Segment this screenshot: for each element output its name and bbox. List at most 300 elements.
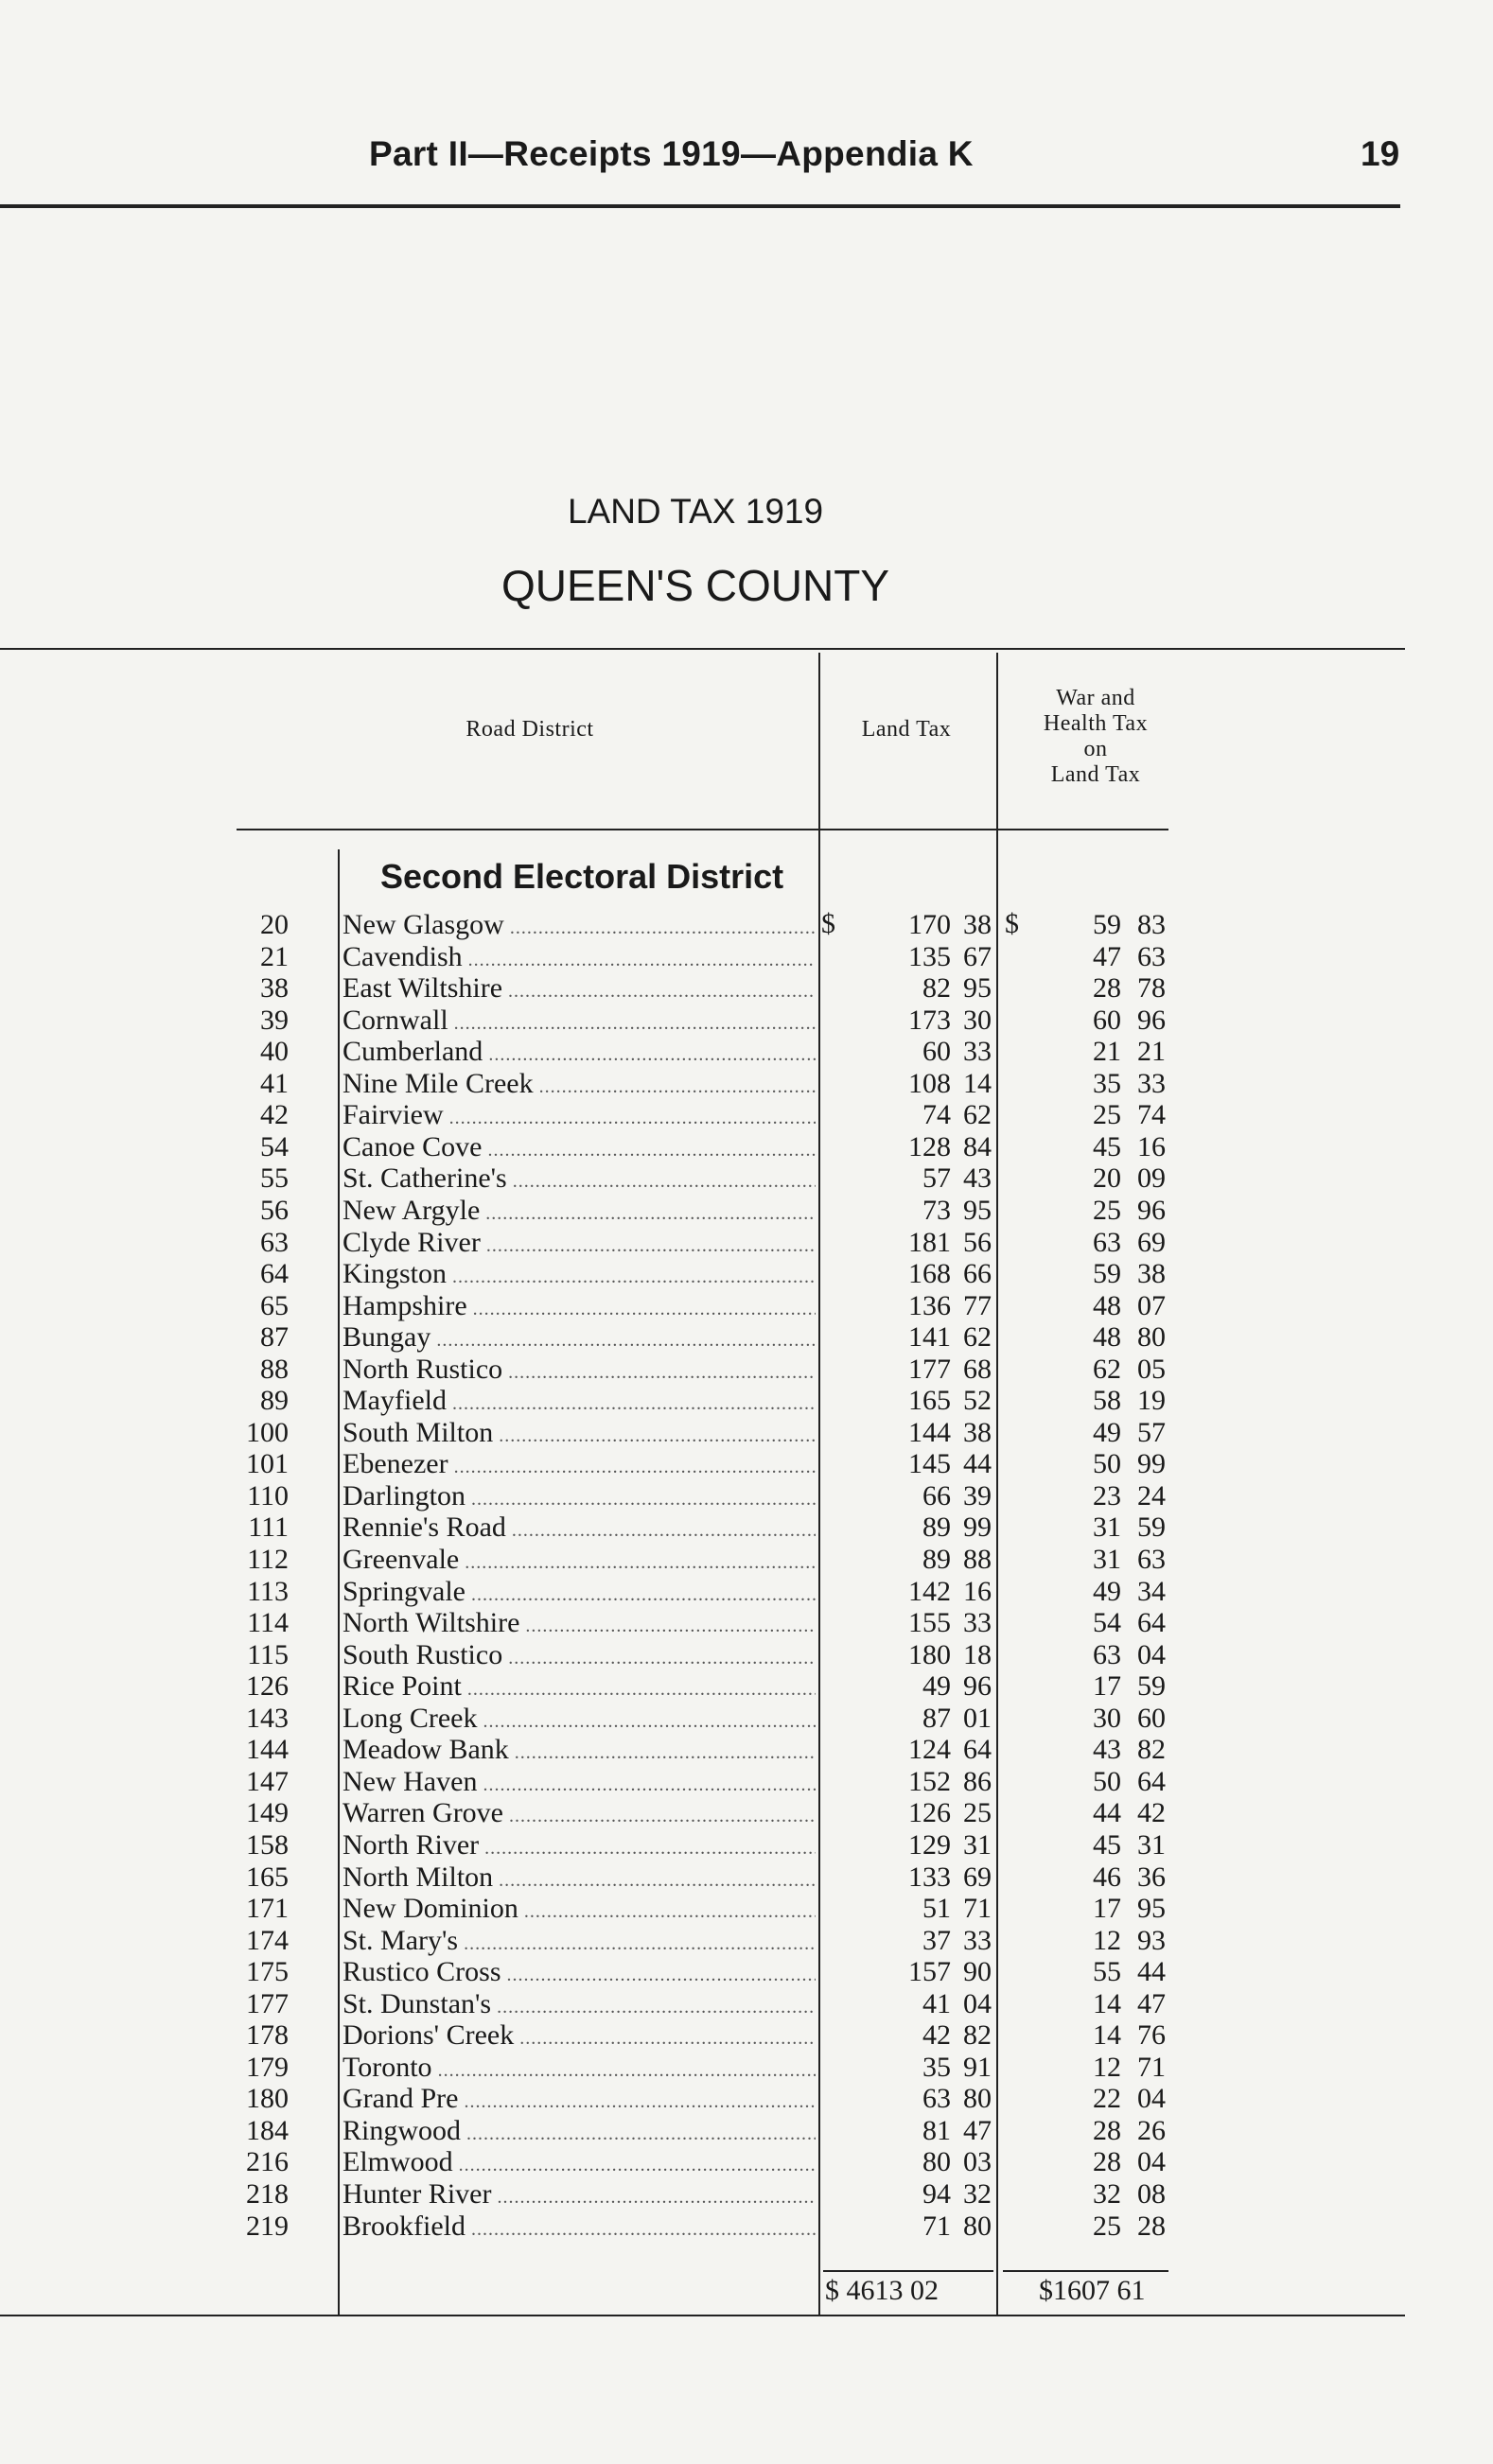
road-district-name: North Wiltshire ..... [343,1607,816,1643]
war-tax-dollars: 55 [1093,1956,1121,1988]
war-tax-cents: 78 [1137,972,1166,1005]
land-tax-cents: 01 [963,1702,992,1734]
land-tax-dollars: 145 [908,1448,951,1480]
land-tax-dollars: 136 [908,1289,951,1321]
table-row [0,1131,1493,1163]
table-row [0,1925,1493,1957]
table-row [0,1385,1493,1417]
land-tax-cents: 47 [963,2114,992,2146]
road-district-name: New Argyle ..... [343,1195,816,1231]
land-tax-dollars: 89 [922,1544,951,1575]
land-tax-cents: 77 [963,1289,992,1321]
war-tax-dollars: 59 [1093,909,1121,940]
war-tax-cents: 96 [1137,1194,1166,1226]
land-tax-cents: 68 [963,1353,992,1385]
war-tax-cents: 99 [1137,1448,1166,1480]
table-row [0,1893,1493,1925]
table-row [0,1005,1493,1037]
total-war-tax: $1607 61 [1039,2275,1146,2306]
war-tax-cents: 19 [1137,1385,1166,1417]
road-district-number: 144 [246,1734,289,1766]
road-district-name: South Milton ..... [343,1417,816,1453]
war-tax-dollars: 47 [1093,940,1121,972]
war-tax-dollars: 25 [1093,2210,1121,2242]
war-tax-cents: 36 [1137,1861,1166,1893]
road-district-name: East Wiltshire ..... [343,972,816,1008]
road-district-number: 174 [246,1924,289,1956]
road-district-name: North River ..... [343,1829,816,1865]
road-district-name: Springvale ..... [343,1576,816,1612]
table-row [0,2211,1493,2243]
war-tax-dollars: 17 [1093,1670,1121,1703]
war-tax-cents: 04 [1137,1638,1166,1670]
table-row [0,2115,1493,2147]
war-tax-dollars: 43 [1093,1734,1121,1766]
road-district-number: 42 [260,1099,289,1131]
land-tax-dollars: 66 [922,1479,951,1512]
war-tax-dollars: 54 [1093,1607,1121,1639]
war-tax-cents: 83 [1137,909,1166,940]
land-tax-dollars: 165 [908,1385,951,1417]
land-tax-cents: 69 [963,1861,992,1893]
land-tax-cents: 80 [963,2210,992,2242]
war-tax-cents: 93 [1137,1924,1166,1956]
land-tax-cents: 04 [963,1987,992,2019]
road-district-name: Clyde River ..... [343,1227,816,1263]
road-district-number: 64 [260,1258,289,1290]
war-tax-cents: 63 [1137,940,1166,972]
table-row [0,1766,1493,1798]
road-district-name: Mayfield ..... [343,1385,816,1421]
road-district-name: Fairview ..... [343,1099,816,1135]
road-district-name: Greenvale ..... [343,1544,816,1580]
table-row [0,1417,1493,1449]
war-tax-cents: 26 [1137,2114,1166,2146]
land-tax-cents: 32 [963,2178,992,2210]
war-tax-dollars: 62 [1093,1353,1121,1385]
land-tax-dollars: 142 [908,1575,951,1607]
road-district-name: Darlington ..... [343,1480,816,1516]
war-tax-dollars: 28 [1093,2114,1121,2146]
war-tax-cents: 33 [1137,1067,1166,1099]
war-tax-dollars: 48 [1093,1289,1121,1321]
road-district-number: 101 [246,1448,289,1480]
war-tax-line-2: Health Tax [1043,711,1149,736]
war-tax-cents: 64 [1137,1607,1166,1639]
war-tax-cents: 59 [1137,1670,1166,1703]
road-district-name: Cumberland ..... [343,1036,816,1072]
table-row [0,2083,1493,2115]
land-tax-dollars: 126 [908,1797,951,1829]
war-tax-dollars: 46 [1093,1861,1121,1893]
land-tax-cents: 03 [963,2146,992,2178]
table-row [0,1258,1493,1290]
road-district-name: Elmwood ..... [343,2146,816,2182]
land-tax-dollars: 35 [922,2051,951,2083]
land-tax-dollars: 81 [922,2114,951,2146]
road-district-number: 143 [246,1702,289,1734]
war-tax-dollars: 14 [1093,2019,1121,2052]
war-tax-dollars: 45 [1093,1828,1121,1861]
land-tax-cents: 18 [963,1638,992,1670]
table-row [0,1607,1493,1639]
war-tax-cents: 60 [1137,1702,1166,1734]
land-tax-cents: 25 [963,1797,992,1829]
land-tax-cents: 62 [963,1321,992,1354]
table-row [0,1195,1493,1227]
land-tax-dollars: 177 [908,1353,951,1385]
col-header-road-district: Road District [465,717,594,742]
road-district-number: 177 [246,1987,289,2019]
land-tax-cents: 33 [963,1924,992,1956]
war-tax-dollars: 63 [1093,1226,1121,1258]
table-row [0,909,1493,941]
war-tax-dollars: 12 [1093,2051,1121,2083]
road-district-number: 158 [246,1828,289,1861]
table-top-rule [0,648,1405,650]
table-row [0,1321,1493,1354]
war-tax-dollars: 45 [1093,1130,1121,1162]
land-tax-dollars: 89 [922,1512,951,1544]
road-district-name: Kingston ..... [343,1258,816,1294]
road-district-name: Grand Pre ..... [343,2083,816,2119]
war-tax-cents: 09 [1137,1162,1166,1195]
land-tax-dollars: 108 [908,1067,951,1099]
road-district-number: 39 [260,1004,289,1036]
road-district-name: New Glasgow ..... [343,909,816,945]
table-row [0,1544,1493,1576]
war-tax-cents: 63 [1137,1544,1166,1575]
road-district-name: Warren Grove ..... [343,1797,816,1833]
table-row [0,1448,1493,1480]
table-row [0,1829,1493,1861]
road-district-number: 147 [246,1765,289,1797]
land-tax-dollars: 141 [908,1321,951,1354]
road-district-number: 38 [260,972,289,1005]
road-district-name: Bungay ..... [343,1321,816,1357]
road-district-name: Ebenezer ..... [343,1448,816,1484]
table-row [0,1797,1493,1829]
land-tax-cents: 90 [963,1956,992,1988]
war-tax-line-4: Land Tax [1050,762,1141,787]
war-tax-dollars: 17 [1093,1893,1121,1925]
road-district-number: 126 [246,1670,289,1703]
war-tax-dollars: 48 [1093,1321,1121,1354]
land-tax-dollars: 94 [922,2178,951,2210]
land-tax-dollars: 80 [922,2146,951,2178]
land-tax-dollars: 170 [908,909,951,940]
road-district-number: 115 [247,1638,289,1670]
land-tax-cents: 80 [963,2083,992,2115]
war-tax-cents: 47 [1137,1987,1166,2019]
road-district-name: South Rustico ..... [343,1639,816,1675]
header-rule [0,204,1400,208]
road-district-name: Hampshire ..... [343,1290,816,1326]
road-district-name: Hunter River ..... [343,2178,816,2214]
road-district-number: 149 [246,1797,289,1829]
war-tax-cents: 08 [1137,2178,1166,2210]
land-tax-dollars: 74 [922,1099,951,1131]
road-district-number: 65 [260,1289,289,1321]
war-tax-line-3: on [1083,737,1108,761]
land-tax-dollars: 51 [922,1893,951,1925]
road-district-number: 89 [260,1385,289,1417]
war-tax-dollars: 35 [1093,1067,1121,1099]
road-district-number: 114 [247,1607,289,1639]
war-tax-dollars: 23 [1093,1479,1121,1512]
road-district-number: 113 [247,1575,289,1607]
war-tax-dollars: 12 [1093,1924,1121,1956]
road-district-number: 165 [246,1861,289,1893]
land-tax-cents: 38 [963,1416,992,1448]
war-tax-cents: 95 [1137,1893,1166,1925]
running-head: Part II—Receipts 1919—Appendia K [369,134,974,173]
road-district-number: 179 [246,2051,289,2083]
war-tax-dollars: 31 [1093,1544,1121,1575]
table-row [0,1162,1493,1195]
road-district-name: St. Dunstan's ..... [343,1988,816,2024]
road-district-number: 111 [248,1512,289,1544]
land-tax-cents: 30 [963,1004,992,1036]
war-tax-dollars: 21 [1093,1036,1121,1068]
table-row [0,2019,1493,2052]
road-district-name: Brookfield ..... [343,2211,816,2246]
table-title: LAND TAX 1919 [567,492,824,531]
land-tax-dollars: 73 [922,1194,951,1226]
war-tax-cents: 59 [1137,1512,1166,1544]
war-tax-dollars: 28 [1093,972,1121,1005]
land-tax-dollars: 129 [908,1828,951,1861]
table-row [0,941,1493,973]
land-tax-dollars: 168 [908,1258,951,1290]
table-row [0,972,1493,1005]
war-tax-cents: 04 [1137,2083,1166,2115]
war-tax-dollars: 49 [1093,1416,1121,1448]
header-bottom-rule [237,829,1168,830]
road-district-name: New Dominion ..... [343,1893,816,1929]
land-tax-cents: 96 [963,1670,992,1703]
road-district-number: 55 [260,1162,289,1195]
road-district-name: Nine Mile Creek ..... [343,1068,816,1104]
war-tax-cents: 69 [1137,1226,1166,1258]
road-district-number: 54 [260,1130,289,1162]
war-tax-dollars: 49 [1093,1575,1121,1607]
land-tax-dollars: 173 [908,1004,951,1036]
road-district-number: 41 [260,1067,289,1099]
road-district-number: 88 [260,1353,289,1385]
land-tax-cents: 52 [963,1385,992,1417]
war-tax-cents: 21 [1137,1036,1166,1068]
table-bottom-rule [0,2315,1405,2316]
road-district-name: Dorions' Creek ..... [343,2019,816,2055]
table-row [0,1576,1493,1608]
land-tax-dollars: 133 [908,1861,951,1893]
page-number: 19 [1361,134,1400,173]
war-tax-cents: 24 [1137,1479,1166,1512]
war-tax-dollars: 50 [1093,1448,1121,1480]
road-district-name: Meadow Bank ..... [343,1734,816,1770]
road-district-name: North Milton ..... [343,1861,816,1897]
table-row [0,1956,1493,1988]
road-district-name: Cornwall ..... [343,1005,816,1040]
war-tax-dollars: 31 [1093,1512,1121,1544]
land-tax-dollars: 60 [922,1036,951,1068]
land-tax-dollars: 42 [922,2019,951,2052]
road-district-number: 180 [246,2083,289,2115]
land-tax-cents: 39 [963,1479,992,1512]
land-tax-cents: 95 [963,972,992,1005]
land-tax-cents: 99 [963,1512,992,1544]
road-district-number: 20 [260,909,289,940]
road-district-name: Ringwood ..... [343,2115,816,2151]
land-tax-cents: 95 [963,1194,992,1226]
road-district-name: Rennie's Road ..... [343,1512,816,1547]
war-tax-cents: 34 [1137,1575,1166,1607]
road-district-number: 218 [246,2178,289,2210]
land-tax-cents: 62 [963,1099,992,1131]
war-tax-cents: 71 [1137,2051,1166,2083]
land-tax-cents: 14 [963,1067,992,1099]
currency-war: $ [1005,908,1019,939]
road-district-number: 21 [260,940,289,972]
road-district-number: 216 [246,2146,289,2178]
war-tax-cents: 74 [1137,1099,1166,1131]
table-row [0,1290,1493,1322]
table-row [0,1988,1493,2020]
county-title: QUEEN'S COUNTY [501,561,890,610]
land-tax-cents: 64 [963,1734,992,1766]
table-row [0,2178,1493,2211]
war-tax-dollars: 63 [1093,1638,1121,1670]
land-tax-dollars: 57 [922,1162,951,1195]
war-tax-dollars: 50 [1093,1765,1121,1797]
road-district-number: 100 [246,1416,289,1448]
road-district-name: Long Creek ..... [343,1703,816,1739]
war-tax-cents: 04 [1137,2146,1166,2178]
war-tax-cents: 05 [1137,1353,1166,1385]
war-tax-dollars: 28 [1093,2146,1121,2178]
war-tax-dollars: 20 [1093,1162,1121,1195]
war-tax-dollars: 32 [1093,2178,1121,2210]
war-tax-cents: 28 [1137,2210,1166,2242]
land-tax-cents: 33 [963,1607,992,1639]
road-district-number: 184 [246,2114,289,2146]
war-tax-dollars: 44 [1093,1797,1121,1829]
road-district-number: 175 [246,1956,289,1988]
war-tax-dollars: 30 [1093,1702,1121,1734]
road-district-number: 40 [260,1036,289,1068]
total-land-tax: $ 4613 02 [825,2275,939,2306]
sum-rule-land [823,2270,993,2272]
road-district-name: Rustico Cross ..... [343,1956,816,1992]
land-tax-cents: 33 [963,1036,992,1068]
war-tax-cents: 42 [1137,1797,1166,1829]
table-row [0,1099,1493,1131]
road-district-name: Cavendish ..... [343,941,816,977]
land-tax-dollars: 157 [908,1956,951,1988]
war-tax-cents: 44 [1137,1956,1166,1988]
land-tax-cents: 16 [963,1575,992,1607]
war-tax-cents: 64 [1137,1765,1166,1797]
land-tax-dollars: 180 [908,1638,951,1670]
land-tax-cents: 44 [963,1448,992,1480]
land-tax-cents: 91 [963,2051,992,2083]
land-tax-dollars: 152 [908,1765,951,1797]
war-tax-dollars: 58 [1093,1385,1121,1417]
table-row [0,1512,1493,1544]
road-district-number: 56 [260,1194,289,1226]
table-row [0,1861,1493,1894]
road-district-name: North Rustico ..... [343,1354,816,1389]
road-district-number: 63 [260,1226,289,1258]
road-district-name: Canoe Cove ..... [343,1131,816,1167]
table-row [0,2146,1493,2178]
land-tax-dollars: 63 [922,2083,951,2115]
road-district-number: 178 [246,2019,289,2052]
road-district-name: St. Catherine's ..... [343,1162,816,1198]
col-header-land-tax: Land Tax [861,717,952,742]
war-tax-line-1: War and [1056,686,1135,710]
war-tax-cents: 82 [1137,1734,1166,1766]
land-tax-cents: 71 [963,1893,992,1925]
land-tax-dollars: 124 [908,1734,951,1766]
war-tax-dollars: 60 [1093,1004,1121,1036]
war-tax-cents: 16 [1137,1130,1166,1162]
table-row [0,1703,1493,1735]
war-tax-dollars: 25 [1093,1194,1121,1226]
war-tax-dollars: 22 [1093,2083,1121,2115]
war-tax-dollars: 14 [1093,1987,1121,2019]
land-tax-cents: 82 [963,2019,992,2052]
war-tax-cents: 07 [1137,1289,1166,1321]
war-tax-cents: 38 [1137,1258,1166,1290]
col-header-war-tax [1001,686,1190,788]
road-district-number: 112 [247,1544,289,1575]
table-row [0,1734,1493,1766]
land-tax-dollars: 181 [908,1226,951,1258]
table-row [0,1036,1493,1068]
land-tax-cents: 86 [963,1765,992,1797]
table-row [0,1480,1493,1512]
war-tax-cents: 80 [1137,1321,1166,1354]
land-tax-dollars: 144 [908,1416,951,1448]
table-row [0,1670,1493,1703]
sum-rule-war [1003,2270,1168,2272]
land-tax-cents: 43 [963,1162,992,1195]
road-district-name: Rice Point ..... [343,1670,816,1706]
land-tax-cents: 31 [963,1828,992,1861]
war-tax-cents: 96 [1137,1004,1166,1036]
road-district-name: St. Mary's ..... [343,1925,816,1961]
land-tax-dollars: 128 [908,1130,951,1162]
war-tax-cents: 57 [1137,1416,1166,1448]
table-row [0,2052,1493,2084]
land-tax-dollars: 87 [922,1702,951,1734]
road-district-number: 219 [246,2210,289,2242]
land-tax-dollars: 155 [908,1607,951,1639]
war-tax-cents: 31 [1137,1828,1166,1861]
table-row [0,1354,1493,1386]
war-tax-dollars: 25 [1093,1099,1121,1131]
land-tax-cents: 38 [963,909,992,940]
road-district-name: Toronto ..... [343,2052,816,2088]
road-district-number: 87 [260,1321,289,1354]
road-district-number: 110 [247,1479,289,1512]
land-tax-dollars: 71 [922,2210,951,2242]
table-row [0,1639,1493,1671]
table-row [0,1068,1493,1100]
road-district-number: 171 [246,1893,289,1925]
